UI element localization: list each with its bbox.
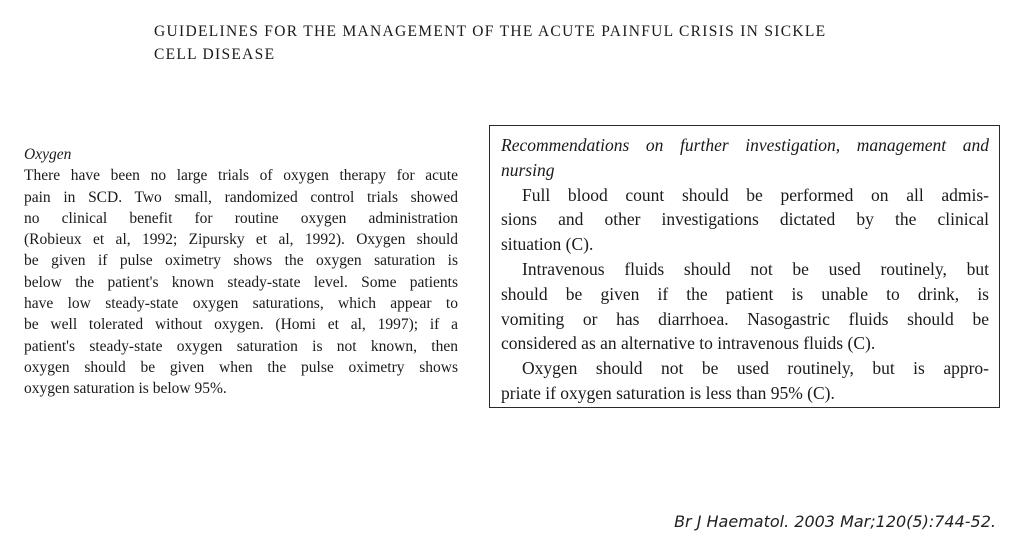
header-line-2: CELL DISEASE	[154, 46, 276, 63]
recommendation-fluids-line: vomiting or has diarrhoea. Nasogastric fluids should be	[501, 308, 989, 329]
oxygen-line: have low steady-state oxygen saturations, which appear to	[24, 295, 458, 313]
oxygen-line: patient's steady-state oxygen saturation is not known, then	[24, 337, 458, 355]
recommendations-title-line-2: nursing	[501, 159, 555, 180]
recommendation-blood-count-line: sions and other investigations dictated by the clinical	[501, 209, 989, 230]
oxygen-line: pain in SCD. Two small, randomized control trials showed	[24, 188, 458, 206]
recommendation-blood-count-line: Full blood count should be performed on all admis-	[522, 184, 989, 205]
recommendation-blood-count-line: situation (C).	[501, 234, 594, 255]
oxygen-line: oxygen saturation is below 95%.	[24, 380, 227, 398]
oxygen-line: There have been no large trials of oxygen therapy for acute	[24, 167, 458, 185]
recommendations-content	[501, 133, 989, 406]
oxygen-line: oxygen should be given when the pulse oximetry shows	[24, 358, 458, 376]
header-line-1: GUIDELINES FOR THE MANAGEMENT OF THE ACUTE PAINFUL CRISIS IN SICKLE	[154, 23, 827, 40]
recommendation-fluids-line: should be given if the patient is unable to drink, is	[501, 283, 989, 304]
recommendations-title-line-1: Recommendations on further investigation, management and	[501, 135, 989, 155]
oxygen-section	[24, 144, 458, 400]
oxygen-line: be well tolerated without oxygen. (Homi et al, 1997); if a	[24, 316, 458, 334]
oxygen-line: (Robieux et al, 1992; Zipursky et al, 1992). Oxygen should	[24, 231, 458, 249]
recommendation-oxygen-line: priate if oxygen saturation is less than 95% (C).	[501, 382, 835, 403]
oxygen-line: no clinical benefit for routine oxygen administration	[24, 209, 458, 227]
citation: Br J Haematol. 2003 Mar;120(5):744-52.	[674, 512, 996, 531]
recommendations-box	[489, 125, 1000, 408]
recommendation-oxygen-line: Oxygen should not be used routinely, but is appro-	[522, 358, 989, 379]
recommendation-fluids-line: considered as an alternative to intravenous fluids (C).	[501, 333, 876, 354]
document-header	[154, 20, 914, 66]
oxygen-heading: Oxygen	[24, 146, 72, 163]
oxygen-line: below the patient's known steady-state level. Some patients	[24, 273, 458, 291]
recommendation-fluids-line: Intravenous fluids should not be used routinely, but	[522, 258, 989, 279]
oxygen-line: be given if pulse oximetry shows the oxygen saturation is	[24, 252, 458, 270]
